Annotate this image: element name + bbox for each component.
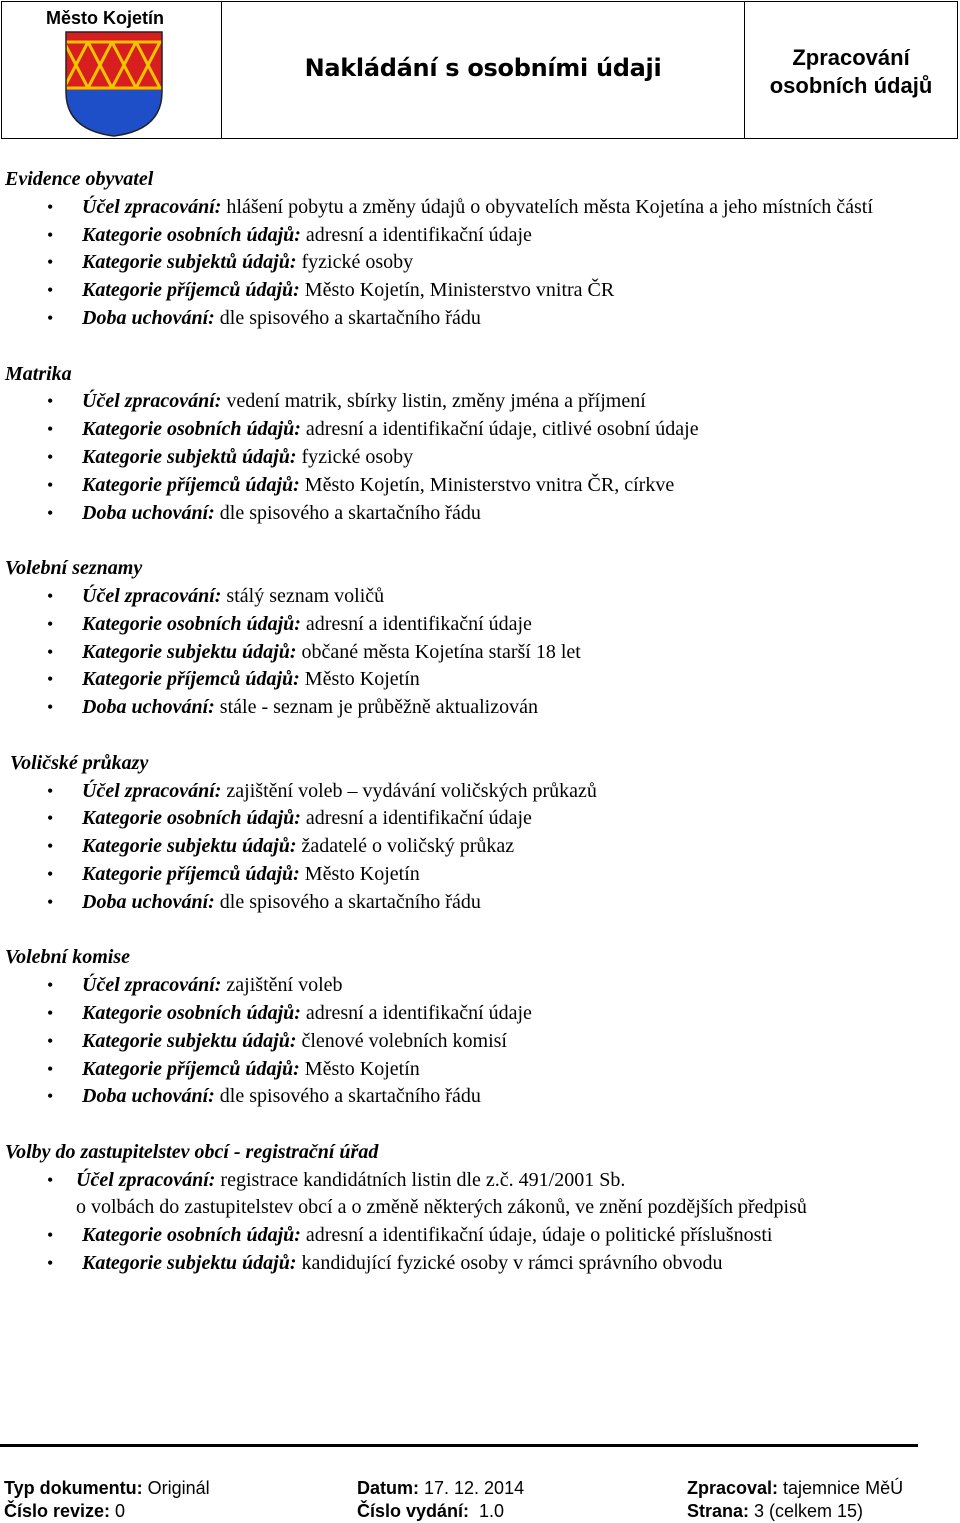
list-item bbox=[0, 778, 960, 806]
item-label: Kategorie příjemců údajů: bbox=[82, 668, 300, 691]
item-text: žadatelé o voličský průkaz bbox=[296, 835, 515, 858]
item-text: dle spisového a skartačního řádu bbox=[214, 890, 481, 913]
header-title-cell bbox=[222, 2, 745, 138]
section-volby-zastupitelstev bbox=[0, 1139, 960, 1278]
list-item bbox=[0, 972, 960, 1000]
item-text: dle spisového a skartačního řádu bbox=[214, 501, 481, 524]
item-label: Kategorie osobních údajů: bbox=[82, 1001, 301, 1024]
list-item bbox=[0, 583, 960, 611]
item-text: členové volebních komisí bbox=[296, 1029, 507, 1052]
list-item bbox=[0, 805, 960, 833]
section-title: Volební seznamy bbox=[5, 557, 143, 580]
item-text: stálý seznam voličů bbox=[221, 584, 385, 607]
item-label: Kategorie subjektu údajů: bbox=[82, 1252, 297, 1275]
list-item bbox=[0, 611, 960, 639]
item-label: Kategorie příjemců údajů: bbox=[82, 1057, 300, 1080]
section-list bbox=[0, 1222, 960, 1278]
footer-rule bbox=[0, 1444, 918, 1447]
item-text: Město Kojetín, Ministerstvo vnitra ČR bbox=[299, 279, 615, 302]
item-text: registrace kandidátních listin dle z.č. 491/2001 Sb. bbox=[215, 1168, 626, 1191]
item-label: Kategorie subjektu údajů: bbox=[82, 835, 297, 858]
item-text: Město Kojetín bbox=[299, 862, 420, 885]
footer-doc-type: Typ dokumentu: Originál bbox=[4, 1478, 210, 1498]
header-logo-cell bbox=[2, 2, 222, 138]
section-list bbox=[0, 388, 960, 527]
footer-processed-by: Zpracoval: tajemnice MěÚ bbox=[687, 1478, 904, 1498]
list-item bbox=[0, 666, 960, 694]
item-label: Doba uchování: bbox=[82, 1085, 215, 1108]
list-item bbox=[0, 500, 960, 528]
list-item bbox=[0, 861, 960, 889]
list-item bbox=[0, 1222, 960, 1250]
item-text: zajištění voleb bbox=[221, 974, 343, 997]
section-title: Voličské průkazy bbox=[10, 751, 149, 774]
item-text: zajištění voleb – vydávání voličských průkazů bbox=[221, 779, 597, 802]
item-label: Kategorie příjemců údajů: bbox=[82, 473, 300, 496]
list-item bbox=[0, 305, 960, 333]
list-item bbox=[0, 444, 960, 472]
item-text: fyzické osoby bbox=[296, 251, 414, 274]
item-continuation: o volbách do zastupitelstev obcí a o změně některých zákonů, ve znění pozdějších předpisů bbox=[76, 1196, 807, 1219]
item-label: Účel zpracování: bbox=[82, 195, 222, 218]
item-text: stále - seznam je průběžně aktualizován bbox=[214, 696, 538, 719]
section-volebni-seznamy bbox=[0, 555, 960, 722]
item-text: hlášení pobytu a změny údajů o obyvatelích města Kojetína a jeho místních částí bbox=[221, 195, 873, 218]
list-item bbox=[0, 639, 960, 667]
footer-date: Datum: 17. 12. 2014 bbox=[357, 1478, 525, 1498]
footer-issue: Číslo vydání: 1.0 bbox=[357, 1501, 505, 1521]
section-volebni-komise bbox=[0, 944, 960, 1111]
item-text: Město Kojetín bbox=[299, 1057, 420, 1080]
section-list bbox=[0, 1167, 960, 1195]
list-item bbox=[0, 249, 960, 277]
list-item bbox=[0, 194, 960, 222]
item-text: adresní a identifikační údaje, citlivé osobní údaje bbox=[300, 418, 699, 441]
list-item bbox=[0, 1056, 960, 1084]
item-text: adresní a identifikační údaje, údaje o politické příslušnosti bbox=[300, 1224, 773, 1247]
header-subject: Zpracování osobních údajů bbox=[769, 45, 933, 98]
list-item bbox=[0, 889, 960, 917]
section-evidence-obyvatel bbox=[0, 166, 960, 333]
item-text: dle spisového a skartačního řádu bbox=[214, 306, 481, 329]
item-label: Kategorie osobních údajů: bbox=[82, 223, 301, 246]
item-text: občané města Kojetína starší 18 let bbox=[296, 640, 581, 663]
section-list bbox=[0, 778, 960, 917]
item-label: Kategorie subjektu údajů: bbox=[82, 1029, 297, 1052]
footer-revision: Číslo revize: 0 bbox=[4, 1501, 126, 1521]
item-label: Kategorie osobních údajů: bbox=[82, 612, 301, 635]
section-title: Matrika bbox=[5, 362, 72, 385]
section-list bbox=[0, 583, 960, 722]
item-label: Doba uchování: bbox=[82, 501, 215, 524]
item-label: Doba uchování: bbox=[82, 696, 215, 719]
city-name: Město Kojetín bbox=[46, 8, 165, 28]
item-label: Doba uchování: bbox=[82, 306, 215, 329]
list-item bbox=[0, 694, 960, 722]
list-item bbox=[0, 277, 960, 305]
item-label: Účel zpracování: bbox=[76, 1168, 216, 1191]
document-header bbox=[1, 1, 958, 139]
item-label: Kategorie subjektů údajů: bbox=[82, 251, 297, 274]
item-text: dle spisového a skartačního řádu bbox=[214, 1085, 481, 1108]
item-label: Kategorie osobních údajů: bbox=[82, 807, 301, 830]
list-item bbox=[0, 472, 960, 500]
item-text: Město Kojetín bbox=[299, 668, 420, 691]
section-list bbox=[0, 972, 960, 1111]
item-label: Doba uchování: bbox=[82, 890, 215, 913]
item-text: vedení matrik, sbírky listin, změny jména a příjmení bbox=[221, 390, 646, 413]
item-text: fyzické osoby bbox=[296, 445, 414, 468]
item-label: Kategorie osobních údajů: bbox=[82, 418, 301, 441]
item-text: adresní a identifikační údaje bbox=[300, 612, 532, 635]
list-item bbox=[0, 222, 960, 250]
page-title: Nakládání s osobními údaji bbox=[304, 54, 662, 82]
item-label: Účel zpracování: bbox=[82, 584, 222, 607]
list-item bbox=[0, 416, 960, 444]
list-item bbox=[0, 833, 960, 861]
section-title: Volební komise bbox=[5, 946, 131, 969]
section-title: Evidence obyvatel bbox=[5, 168, 154, 190]
list-item bbox=[0, 1000, 960, 1028]
item-label: Účel zpracování: bbox=[82, 779, 222, 802]
section-title: Volby do zastupitelstev obcí - registrační úřad bbox=[5, 1140, 379, 1163]
item-text: Město Kojetín, Ministerstvo vnitra ČR, církve bbox=[299, 473, 675, 496]
section-volicske-prukazy bbox=[0, 750, 960, 917]
item-label: Kategorie subjektů údajů: bbox=[82, 445, 297, 468]
item-text: kandidující fyzické osoby v rámci správního obvodu bbox=[296, 1252, 723, 1275]
item-label: Účel zpracování: bbox=[82, 390, 222, 413]
footer-page: Strana: 3 (celkem 15) bbox=[687, 1501, 864, 1521]
item-label: Kategorie osobních údajů: bbox=[82, 1224, 301, 1247]
list-item bbox=[0, 1028, 960, 1056]
item-text: adresní a identifikační údaje bbox=[300, 807, 532, 830]
item-label: Kategorie příjemců údajů: bbox=[82, 862, 300, 885]
item-label: Kategorie subjektu údajů: bbox=[82, 640, 297, 663]
section-list bbox=[0, 194, 960, 333]
item-text: adresní a identifikační údaje bbox=[300, 223, 532, 246]
item-label: Účel zpracování: bbox=[82, 974, 222, 997]
list-item bbox=[0, 1167, 960, 1195]
list-item bbox=[0, 1250, 960, 1278]
list-item bbox=[0, 388, 960, 416]
header-right-cell bbox=[745, 2, 957, 138]
item-text: adresní a identifikační údaje bbox=[300, 1001, 532, 1024]
list-item bbox=[0, 1083, 960, 1111]
city-crest-icon bbox=[64, 30, 164, 138]
item-label: Kategorie příjemců údajů: bbox=[82, 279, 300, 302]
section-matrika bbox=[0, 361, 960, 528]
document-body bbox=[0, 166, 960, 1306]
